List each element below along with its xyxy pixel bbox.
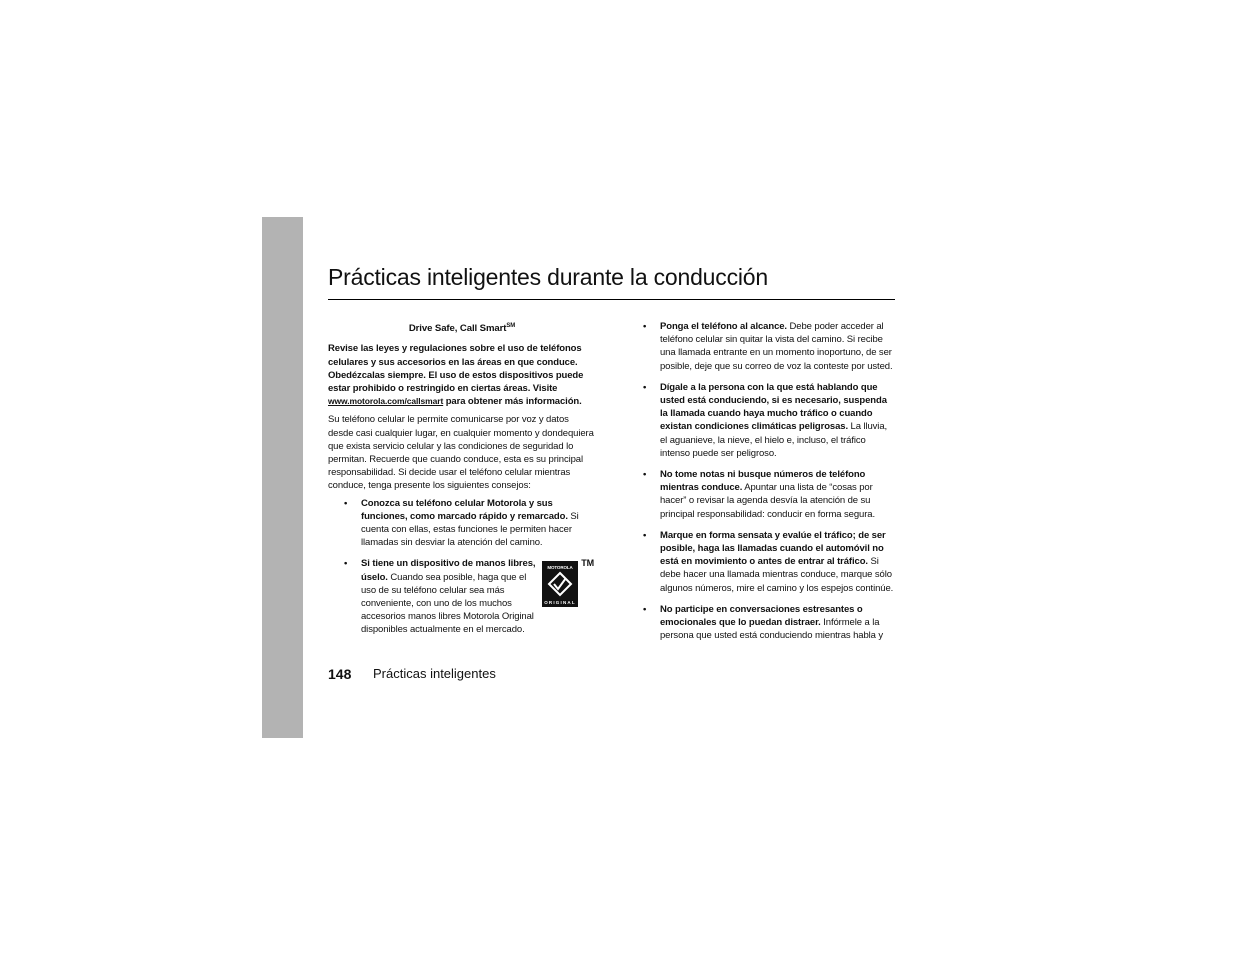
bullet-icon: • [643, 529, 647, 541]
logo-emblem-icon [542, 561, 578, 607]
bullet-bold: Conozca su teléfono celular Motorola y sus funciones, como marcado rápido y remarcado. [361, 497, 568, 522]
bullet-text: Cuando sea posible, haga que el uso de su teléfono celular sea más conveniente, con uno de los muchos accesorios manos libres Motorola Original disponibles actualmente en el mercado. [361, 571, 534, 636]
subhead [328, 320, 596, 335]
bullet-text: Si debe hacer una llamada mientras conduce, marque sólo algunos números, mire el camino y los espejos continúe. [660, 556, 894, 594]
bullet-icon: • [643, 603, 647, 615]
footer-section-label: Prácticas inteligentes [373, 666, 496, 681]
list-item [643, 468, 895, 521]
bullet-text: Debe poder acceder al teléfono celular sin quitar la vista del camino. Si recibe una llamada entrante en un momento inoportuno, de ser posible, deje que su correo de voz la conteste por usted. [660, 321, 893, 372]
bullet-icon: • [344, 497, 348, 509]
trademark-mark: TM [581, 558, 594, 569]
list-item [344, 497, 596, 550]
bullet-icon: • [643, 381, 647, 393]
intro-paragraph: Su teléfono celular le permite comunicarse por voz y datos desde casi cualquier lugar, en cualquier momento y dondequiera que exista servicio celular y las condiciones de seguridad lo permitan. Recuerde que cuando conduce, esta es su principal responsabilidad. Si decide usar el teléfono celular mientras conduce, tenga presente los siguientes consejos: [328, 414, 594, 492]
side-tab [262, 217, 303, 738]
bullet-bold: Dígale a la persona con la que está hablando que usted está conduciendo, si es necesario, suspenda la llamada cuando haya mucho tráfico o cuando existan condiciones climáticas peligrosas. [660, 381, 887, 433]
subhead-text: Drive Safe, Call Smart [408, 323, 507, 335]
title-rule [328, 299, 895, 300]
bullet-bold: Ponga el teléfono al alcance. [660, 321, 787, 332]
page-number: 148 [328, 666, 352, 682]
callsmart-link[interactable]: www.motorola.com/callsmart [328, 396, 444, 407]
left-bullet-list [328, 497, 596, 637]
bullet-icon: • [344, 558, 348, 570]
bullet-text: Si cuenta con ellas, estas funciones le permiten hacer llamadas sin desviar la atención del camino. [361, 510, 579, 549]
lead-paragraph [328, 342, 596, 408]
bullet-bold: No tome notas ni busque números de teléfono mientras conduce. [660, 469, 866, 494]
right-column [643, 320, 895, 650]
logo-top-text: MOTOROLA [547, 565, 573, 571]
list-item [643, 603, 895, 643]
bullet-text: Infórmele a la persona que usted está conduciendo mientras habla y [660, 617, 884, 642]
bullet-icon: • [643, 321, 647, 332]
right-bullet-list [643, 320, 895, 642]
list-item [344, 557, 596, 636]
logo-badge [542, 561, 578, 607]
page-title: Prácticas inteligentes durante la conducción [328, 264, 768, 290]
lead-tail: para obtener más información. [445, 396, 582, 408]
list-item [643, 320, 895, 373]
list-item [643, 381, 895, 460]
list-item [643, 529, 895, 595]
bullet-text: La lluvia, el aguanieve, la nieve, el hielo e, incluso, el tráfico intenso puede ser peligroso. [660, 421, 888, 459]
bullet-bold: No participe en conversaciones estresantes o emocionales que lo puedan distraer. [660, 603, 863, 629]
bullet-bold: Marque en forma sensata y evalúe el tráfico; de ser posible, haga las llamadas cuando el automóvil no está en movimiento o antes de entrar al tráfico. [660, 529, 886, 568]
left-column [328, 320, 596, 645]
lead-text: Revise las leyes y regulaciones sobre el uso de teléfonos celulares y sus accesorios en las áreas en que conduce. Obedézcalas siempre. El uso de estos dispositivos puede estar prohibido o restringido en ciertas áreas. Visite [328, 343, 584, 394]
logo-bottom-text: ORIGINAL [544, 600, 576, 606]
motorola-original-logo [542, 557, 594, 607]
bullet-bold: Si tiene un dispositivo de manos libres, úselo. [361, 558, 536, 583]
bullet-icon: • [643, 469, 647, 481]
bullet-text: Apuntar una lista de “cosas por hacer” o revisar la agenda desvía la atención de su principal responsabilidad: conducir en forma segura. [660, 482, 876, 520]
subhead-sup: SM [506, 323, 516, 329]
